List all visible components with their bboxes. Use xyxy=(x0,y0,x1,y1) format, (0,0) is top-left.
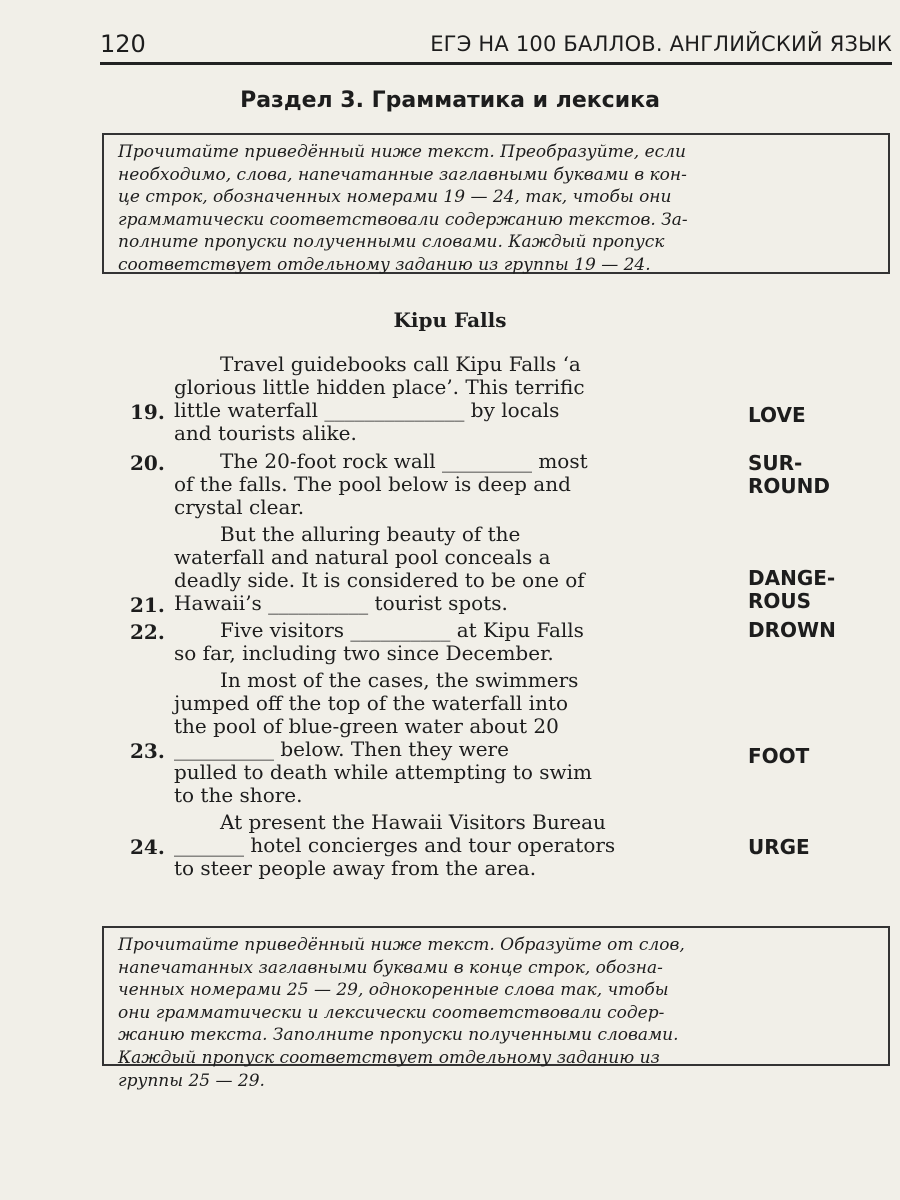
task-number: 19. xyxy=(130,400,165,424)
keyword: FOOT xyxy=(748,744,810,768)
passage-line: of the falls. The pool below is deep and xyxy=(174,472,571,496)
passage-line: crystal clear. xyxy=(174,495,305,519)
keyword: LOVE xyxy=(748,403,806,427)
passage-line: In most of the cases, the swimmers xyxy=(220,668,579,692)
instruction-line: Прочитайте приведённый ниже текст. Образуйте от слов, xyxy=(118,935,685,955)
instruction-line: жанию текста. Заполните пропуски полученными словами. xyxy=(118,1025,679,1046)
instruction-line: це строк, обозначенных номерами 19 — 24, так, чтобы они xyxy=(118,187,672,208)
instruction-box-2 xyxy=(102,926,890,1091)
task-number: 22. xyxy=(130,620,165,644)
task-number: 20. xyxy=(130,451,165,475)
passage-line: Hawaii’s __________ tourist spots. xyxy=(174,591,508,615)
section-title: Раздел 3. Грамматика и лексика xyxy=(240,88,660,113)
instruction-line: полните пропуски полученными словами. Каждый пропуск xyxy=(118,232,665,253)
page-header xyxy=(100,26,892,65)
instruction-line: грамматически соответствовали содержанию текстов. За- xyxy=(118,209,688,230)
instruction-line: соответствует отдельному заданию из группы 19 — 24. xyxy=(118,254,651,275)
passage-line: little waterfall ______________ by locals xyxy=(174,398,560,422)
passage-line: Five visitors __________ at Kipu Falls xyxy=(220,618,584,642)
instruction-box-1 xyxy=(102,133,890,274)
passage-line: The 20-foot rock wall _________ most xyxy=(220,449,588,473)
passage-line: At present the Hawaii Visitors Bureau xyxy=(220,810,606,834)
passage-line: deadly side. It is considered to be one of xyxy=(174,568,585,592)
passage-line: so far, including two since December. xyxy=(174,641,554,665)
instruction-line: группы 25 — 29. xyxy=(118,1070,265,1091)
task-number: 21. xyxy=(130,593,165,617)
task-number: 23. xyxy=(130,739,165,763)
keyword: DANGE- xyxy=(748,566,836,590)
passage-line: to the shore. xyxy=(174,783,303,807)
running-title: ЕГЭ НА 100 БАЛЛОВ. АНГЛИЙСКИЙ ЯЗЫК xyxy=(430,32,892,56)
instruction-line: ченных номерами 25 — 29, однокоренные слова так, чтобы xyxy=(118,980,669,1001)
keyword: DROWN xyxy=(748,618,836,642)
passage-line: glorious little hidden place’. This terrific xyxy=(174,375,585,399)
passage-line: _______ hotel concierges and tour operators xyxy=(174,833,616,857)
instruction-line: Каждый пропуск соответствует отдельному заданию из xyxy=(118,1047,660,1068)
keyword: SUR- xyxy=(748,451,803,475)
passage-line: the pool of blue-green water about 20 xyxy=(174,714,559,738)
passage-line: But the alluring beauty of the xyxy=(220,522,521,546)
passage-line: and tourists alike. xyxy=(174,421,357,445)
passage-line: waterfall and natural pool conceals a xyxy=(174,545,551,569)
instruction-line: необходимо, слова, напечатанные заглавными буквами в кон- xyxy=(118,164,687,185)
instruction-line: Прочитайте приведённый ниже текст. Преобразуйте, если xyxy=(118,142,686,162)
instruction-line: они грамматически и лексически соответствовали содер- xyxy=(118,1002,665,1023)
text-title: Kipu Falls xyxy=(393,308,507,332)
passage-line: __________ below. Then they were xyxy=(174,737,509,761)
passage-line: jumped off the top of the waterfall into xyxy=(174,691,569,715)
instruction-line: напечатанных заглавными буквами в конце строк, обозна- xyxy=(118,957,663,978)
keyword: ROUS xyxy=(748,589,812,613)
passage-line: Travel guidebooks call Kipu Falls ‘a xyxy=(220,352,581,376)
keyword: ROUND xyxy=(748,474,830,498)
passage-line: to steer people away from the area. xyxy=(174,856,537,880)
passage-line: pulled to death while attempting to swim xyxy=(174,760,592,784)
keyword: URGE xyxy=(748,835,810,859)
task-number: 24. xyxy=(130,835,165,859)
page-number: 120 xyxy=(100,30,146,58)
